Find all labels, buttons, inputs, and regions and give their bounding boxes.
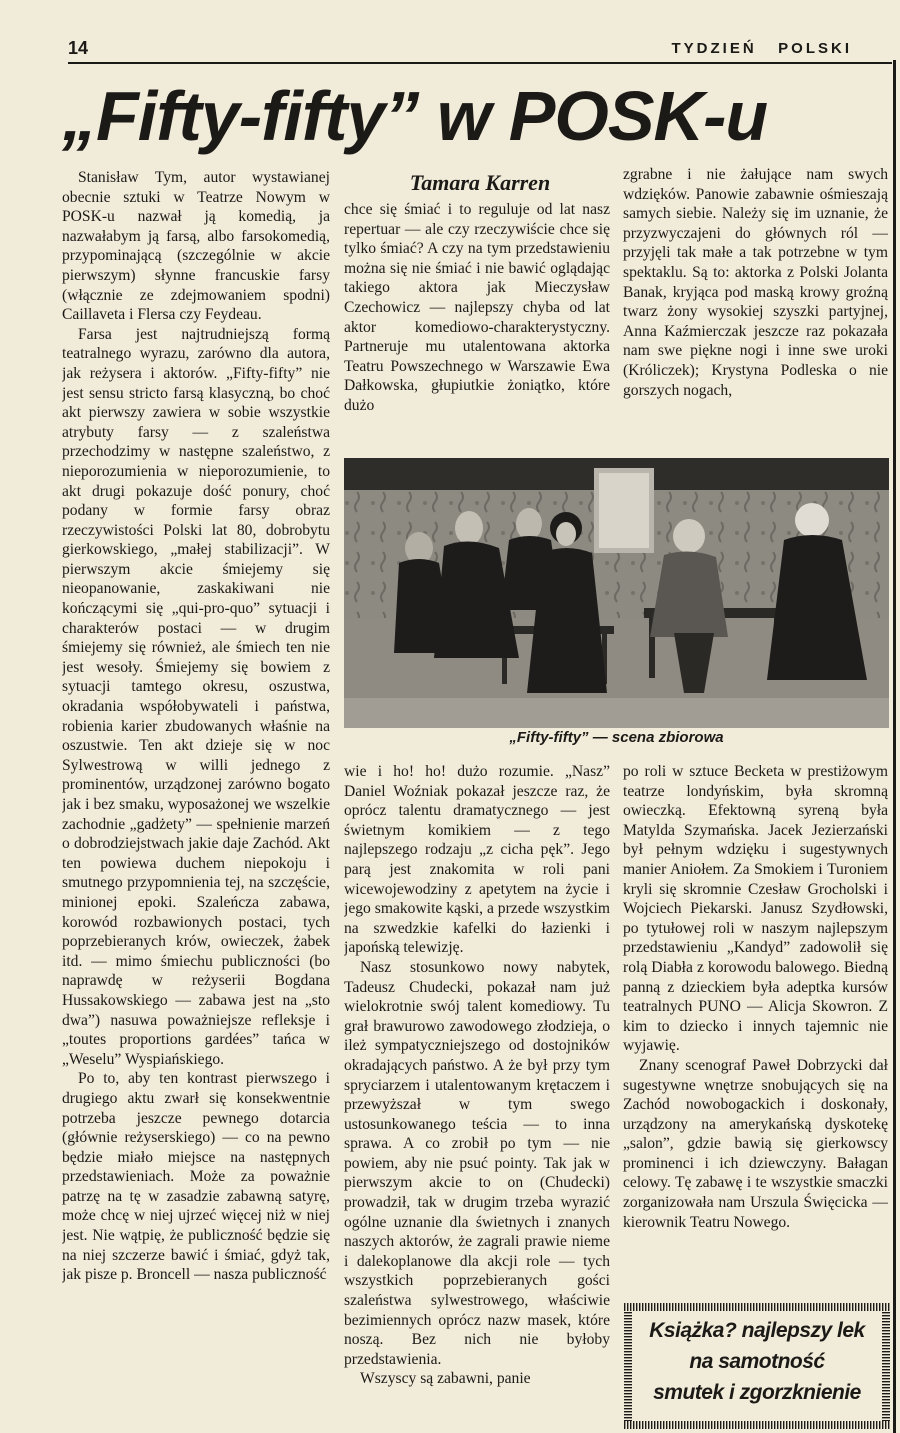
- book-advertisement: [624, 1303, 890, 1429]
- article-column-1: [62, 168, 330, 1430]
- article-headline: „Fifty-fifty” w POSK-u: [62, 77, 768, 155]
- paragraph: Znany scenograf Paweł Dobrzycki dał sugestywne wnętrze snobujących się na Zachód nowobogackich i doskonały, urządzony na amerykańską dyskotekę „salon”, gdzie bawią się gierkowscy prominenci i ich dziewczyny. Bałagan celowy. Tę zabawę i te wszystkie smaczki zorganizowała nam Urszula Święcicka — kierownik Teatru Nowego.: [623, 1056, 888, 1231]
- ad-line: Książka? najlepszy lek: [649, 1319, 865, 1342]
- paragraph: Wszyscy są zabawni, panie: [360, 1370, 531, 1388]
- paragraph: Nasz stosunkowo nowy nabytek, Tadeusz Chudecki, pokazał nam już wielokrotnie swój talent komediowy. Tu grał brawurowo zawodowego złodzieja, o ileż sympatyczniejszego od dostojników okradających państwo. A że był przy tym spryciarzem i utalentowanym krętaczem i przewyższał w tym swego ustosunkowanego teścia — to inna sprawa. A co zrobił po tym — nie powiem, aby nie psuć pointy. Tak jak w pierwszym akcie to on (Chudecki) prowadził, tak w drugim trzeba wyrazić ogólne uznanie dla świetnych i znanych naszych aktorów, że zagrali prawie nieme i dalekoplanowe dla akcji role — tych wszystkich poprzebieranych gości szaleństwa sylwestrowego, właściwie bezimiennych oprócz nazw masek, które noszą. Bez nich nie byłoby przedstawienia.: [344, 958, 610, 1368]
- paragraph: Po to, aby ten kontrast pierwszego i drugiego aktu zwarł się konsekwentnie potrzeba jeszcze pewnego dotarcia (głównie reżyserskiego) — co na pewno będzie miało miejsce na następnych przedstawieniach. Może za poważnie patrzę na tę w zasadzie zabawną satyrę, może chcę w niej ujrzeć więcej niż w niej jest. Nie wątpię, że publiczność będzie się na niej szczerze bawić i śmiać, gdyż tak, jak pisze p. Broncell — nasza publiczność: [62, 1070, 330, 1284]
- article-byline: Tamara Karren: [409, 170, 551, 195]
- paragraph: chce się śmiać i to reguluje od lat nasz repertuar — ale czy rzeczywiście chce się tylko śmiać? A czy na tym przedstawieniu można się nie śmiać i nie bawić oglądając takiego aktora jak Mieczysław Czechowicz — najlepszy chyba od lat aktor komediowo-charakterystyczny. Partneruje mu utalentowana aktorka Teatru Powszechnego w Warszawie Ewa Dałkowska, głupiutkie żoniątko, które dużo: [344, 201, 610, 414]
- paragraph: po roli w sztuce Becketa w prestiżowym teatrze londyńskim, była skromną owieczką. Efektowną syreną była Matylda Szymańska. Jacek Jezierzański był pełnym wdzięku i sugestywnych manier Aniołem. Za Smokiem i Turoniem kryli się skromnie Czesław Grocholski i Wojciech Piekarski. Janusz Szydłowski, po tytułowej roli w naszym najlepszym przedstawieniu „Kandyd” zadowolił się rolą Diabła z korowodu balowego. Biedną panną z dzieckiem była adeptka kursów teatralnych PUNO — Alicja Skowron. Z kim to dziecko i innych tajemnic nie wyjawię.: [623, 763, 888, 1055]
- paragraph: zgrabne i nie żałujące nam swych wdzięków. Panowie zabawnie ośmieszają samych siebie. Należy się im uznanie, że przyzwyczajeni do głównych ról — przyjęli tak małe a tak potrzebne w tym spektaklu. Są to: aktorka z Polski Jolanta Banak, kryjąca pod maską krowy groźną twarz żony wysokiej szyszki partyjnej, Anna Kaźmierczak jeszcze raz pokazała nam swe piękne nogi i inne swe uroki (Króliczek); Krystyna Podleska o nie gorszych nogach,: [623, 166, 888, 399]
- ad-line: na samotność: [689, 1350, 825, 1373]
- paragraph: wie i ho! ho! dużo rozumie. „Nasz” Daniel Woźniak pokazał jeszcze raz, że oprócz talentu dramatycznego — jest świetnym komikiem — z tego najlepszego rodzaju „z cicha pęk”. Jego parą jest znakomita w roli pani wicewojewodziny z apetytem na życie i jego smakowite kąski, a przede wszystkim na szwedzkie kafelki do łazienki i japońską telewizję.: [344, 763, 610, 957]
- column-rule: [893, 60, 896, 1433]
- article-column-5: [623, 762, 888, 1307]
- paragraph: Farsa jest najtrudniejszą formą teatralnego wyrazu, zarówno dla autora, jak reżysera i aktorów. „Fifty-fifty” nie jest sensu stricto farsą klasyczną, bo choć akt pierwszy zawiera w sobie wszystkie atrybuty farsy — z szaleństwa przechodzimy w następne szaleństwo, z nieporozumienia w nieporozumienie, to akt drugi pokazuje dość ponury, choć podany w formie farsy obraz rzeczywistości Polski lat 80, dobrobytu gierkowskiego, „małej stabilizacji”. W pierwszym akcie śmiejemy się nieopanowanie, zaskakiwani nie kończącymi się „qui-pro-quo” sytuacji i charakterów postaci — w drugim śmiejemy się również, ale śmiech ten nie jest wesoły. Śmiejemy się bowiem z sytuacji tamtego okresu, oszustwa, okradania współobywateli i państwa, robienia karier zbudowanych właśnie na oszustwie. Ten akt dzieje się w noc Sylwestrową w willi jednego z prominentów, urządzonej zarówno bogato jak i bez smaku, wyposażonej we wszelkie zachodnie „gadżety” — spełnienie marzeń o dobrodziejstwach jakie daje Zachód. Akt ten powiewa duchem niepokoju i smutnego przypomnienia tej, na szczęście, minionej epoki. Szaleńcza zabawa, korowód rozbawionych postaci, tych poprzebieranych krów, owieczek, żabek itd. — mimo śmiechu publiczności (bo naprawdę w reżyserii Bogdana Hussakowskiego — zabawa jest na „sto dwa”) nasuwa poważniejsze refleksje i „toutes proportions gardées” tańca w „Weselu” Wyspiańskiego.: [62, 325, 330, 1068]
- article-column-3: [623, 165, 888, 460]
- article-column-2: [344, 200, 610, 460]
- article-column-4: [344, 762, 610, 1432]
- paragraph: Stanisław Tym, autor wystawianej obecnie sztuki w Teatrze Nowym w POSK-u nazwał ją komedią, ja nazwałabym ją farsą, albo farsokomedią, przypominającą (szczególnie w akcie pierwszym) słynne francuskie farsy (włącznie ze zdejmowaniem spodni) Caillaveta i Flersa czy Feydeau.: [62, 169, 330, 324]
- stage-scene-illustration: [344, 458, 889, 728]
- ad-line: smutek i zgorzknienie: [653, 1381, 861, 1404]
- page-number: 14: [68, 38, 89, 58]
- photo-caption: „Fifty-fifty” — scena zbiorowa: [509, 729, 724, 746]
- page-header: [68, 38, 892, 64]
- ad-text: [636, 1315, 878, 1417]
- newspaper-name: TYDZIEŃ POLSKI: [671, 40, 852, 57]
- stage-photo: [344, 458, 889, 728]
